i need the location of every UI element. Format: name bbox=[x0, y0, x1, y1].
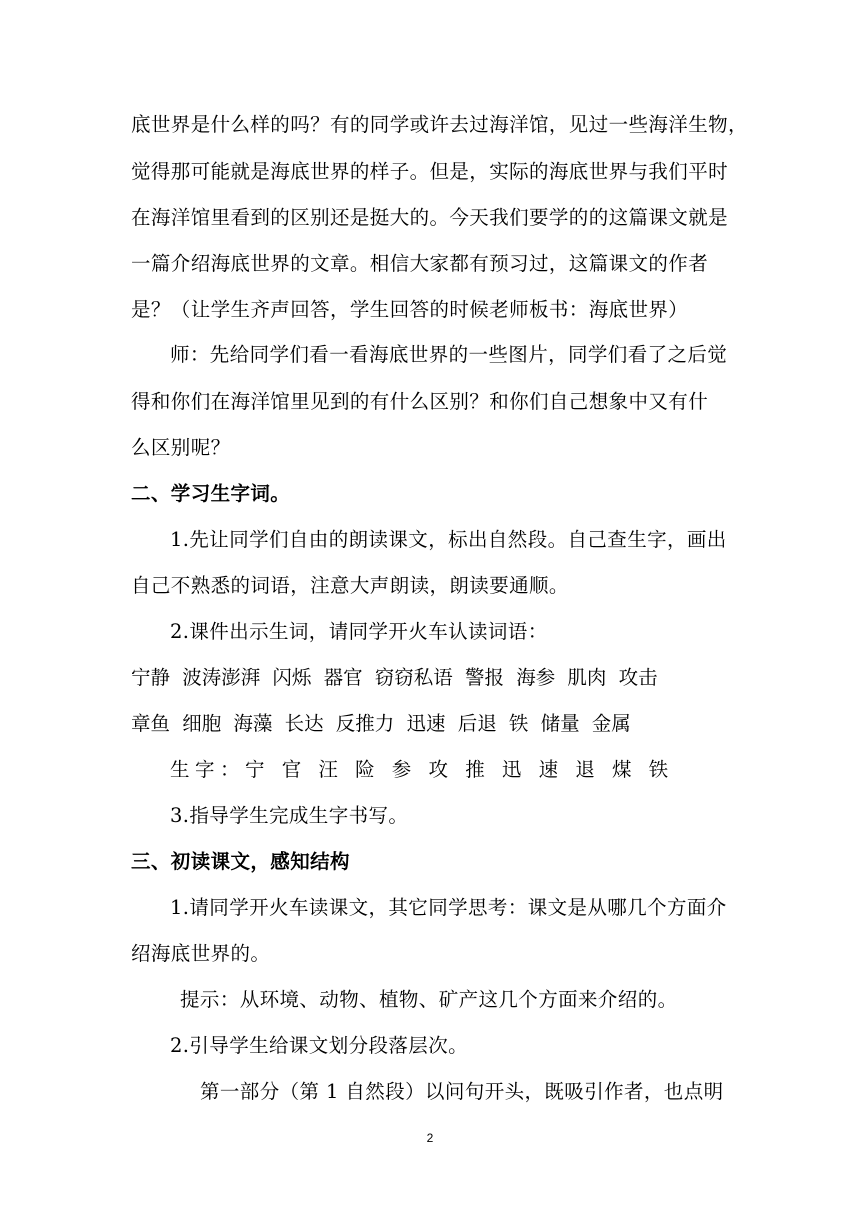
intro-line-4: 一篇介绍海底世界的文章。相信大家都有预习过，这篇课文的作者 bbox=[131, 252, 709, 275]
intro-line-1: 底世界是什么样的吗？有的同学或许去过海洋馆，见过一些海洋生物， bbox=[131, 113, 748, 136]
page-number: 2 bbox=[426, 1131, 434, 1145]
new-characters: 生字：宁 官 汪 险 参 攻 推 迅 速 退 煤 铁 bbox=[170, 758, 674, 781]
vocab-line-1: 宁静 波涛澎湃 闪烁 器官 窃窃私语 警报 海参 肌肉 攻击 bbox=[131, 666, 658, 689]
teacher-line-2: 得和你们在海洋馆里见到的有什么区别？和你们自己想象中又有什 bbox=[131, 390, 709, 413]
vocab-line-2: 章鱼 细胞 海藻 长达 反推力 迅速 后退 铁 储量 金属 bbox=[131, 712, 631, 735]
section3-item2: 2.引导学生给课文划分段落层次。 bbox=[170, 1034, 469, 1057]
section3-part1: 第一部分（第 1 自然段）以问句开头，既吸引作者，也点明 bbox=[200, 1080, 724, 1103]
section2-heading: 二、学习生字词。 bbox=[131, 482, 291, 505]
section2-item3: 3.指导学生完成生字书写。 bbox=[170, 804, 409, 827]
section2-item1-line-1: 1.先让同学们自由的朗读课文，标出自然段。自己查生字，画出 bbox=[170, 528, 727, 551]
section3-item1-line-2: 绍海底世界的。 bbox=[131, 942, 271, 965]
intro-line-2: 觉得那可能就是海底世界的样子。但是，实际的海底世界与我们平时 bbox=[131, 160, 729, 183]
teacher-line-3: 么区别呢？ bbox=[131, 436, 231, 459]
teacher-line-1: 师：先给同学们看一看海底世界的一些图片，同学们看了之后觉 bbox=[170, 343, 728, 366]
section2-item2: 2.课件出示生词，请同学开火车认读词语： bbox=[170, 620, 548, 643]
section3-heading: 三、初读课文，感知结构 bbox=[131, 850, 350, 873]
intro-line-5: 是？（让学生齐声回答，学生回答的时候老师板书：海底世界） bbox=[131, 298, 689, 321]
section3-hint: 提示：从环境、动物、植物、矿产这几个方面来介绍的。 bbox=[180, 988, 678, 1011]
section2-item1-line-2: 自己不熟悉的词语，注意大声朗读，朗读要通顺。 bbox=[131, 574, 569, 597]
section3-item1-line-1: 1.请同学开火车读课文，其它同学思考：课文是从哪几个方面介 bbox=[170, 896, 727, 919]
intro-line-3: 在海洋馆里看到的区别还是挺大的。今天我们要学的的这篇课文就是 bbox=[131, 206, 729, 229]
